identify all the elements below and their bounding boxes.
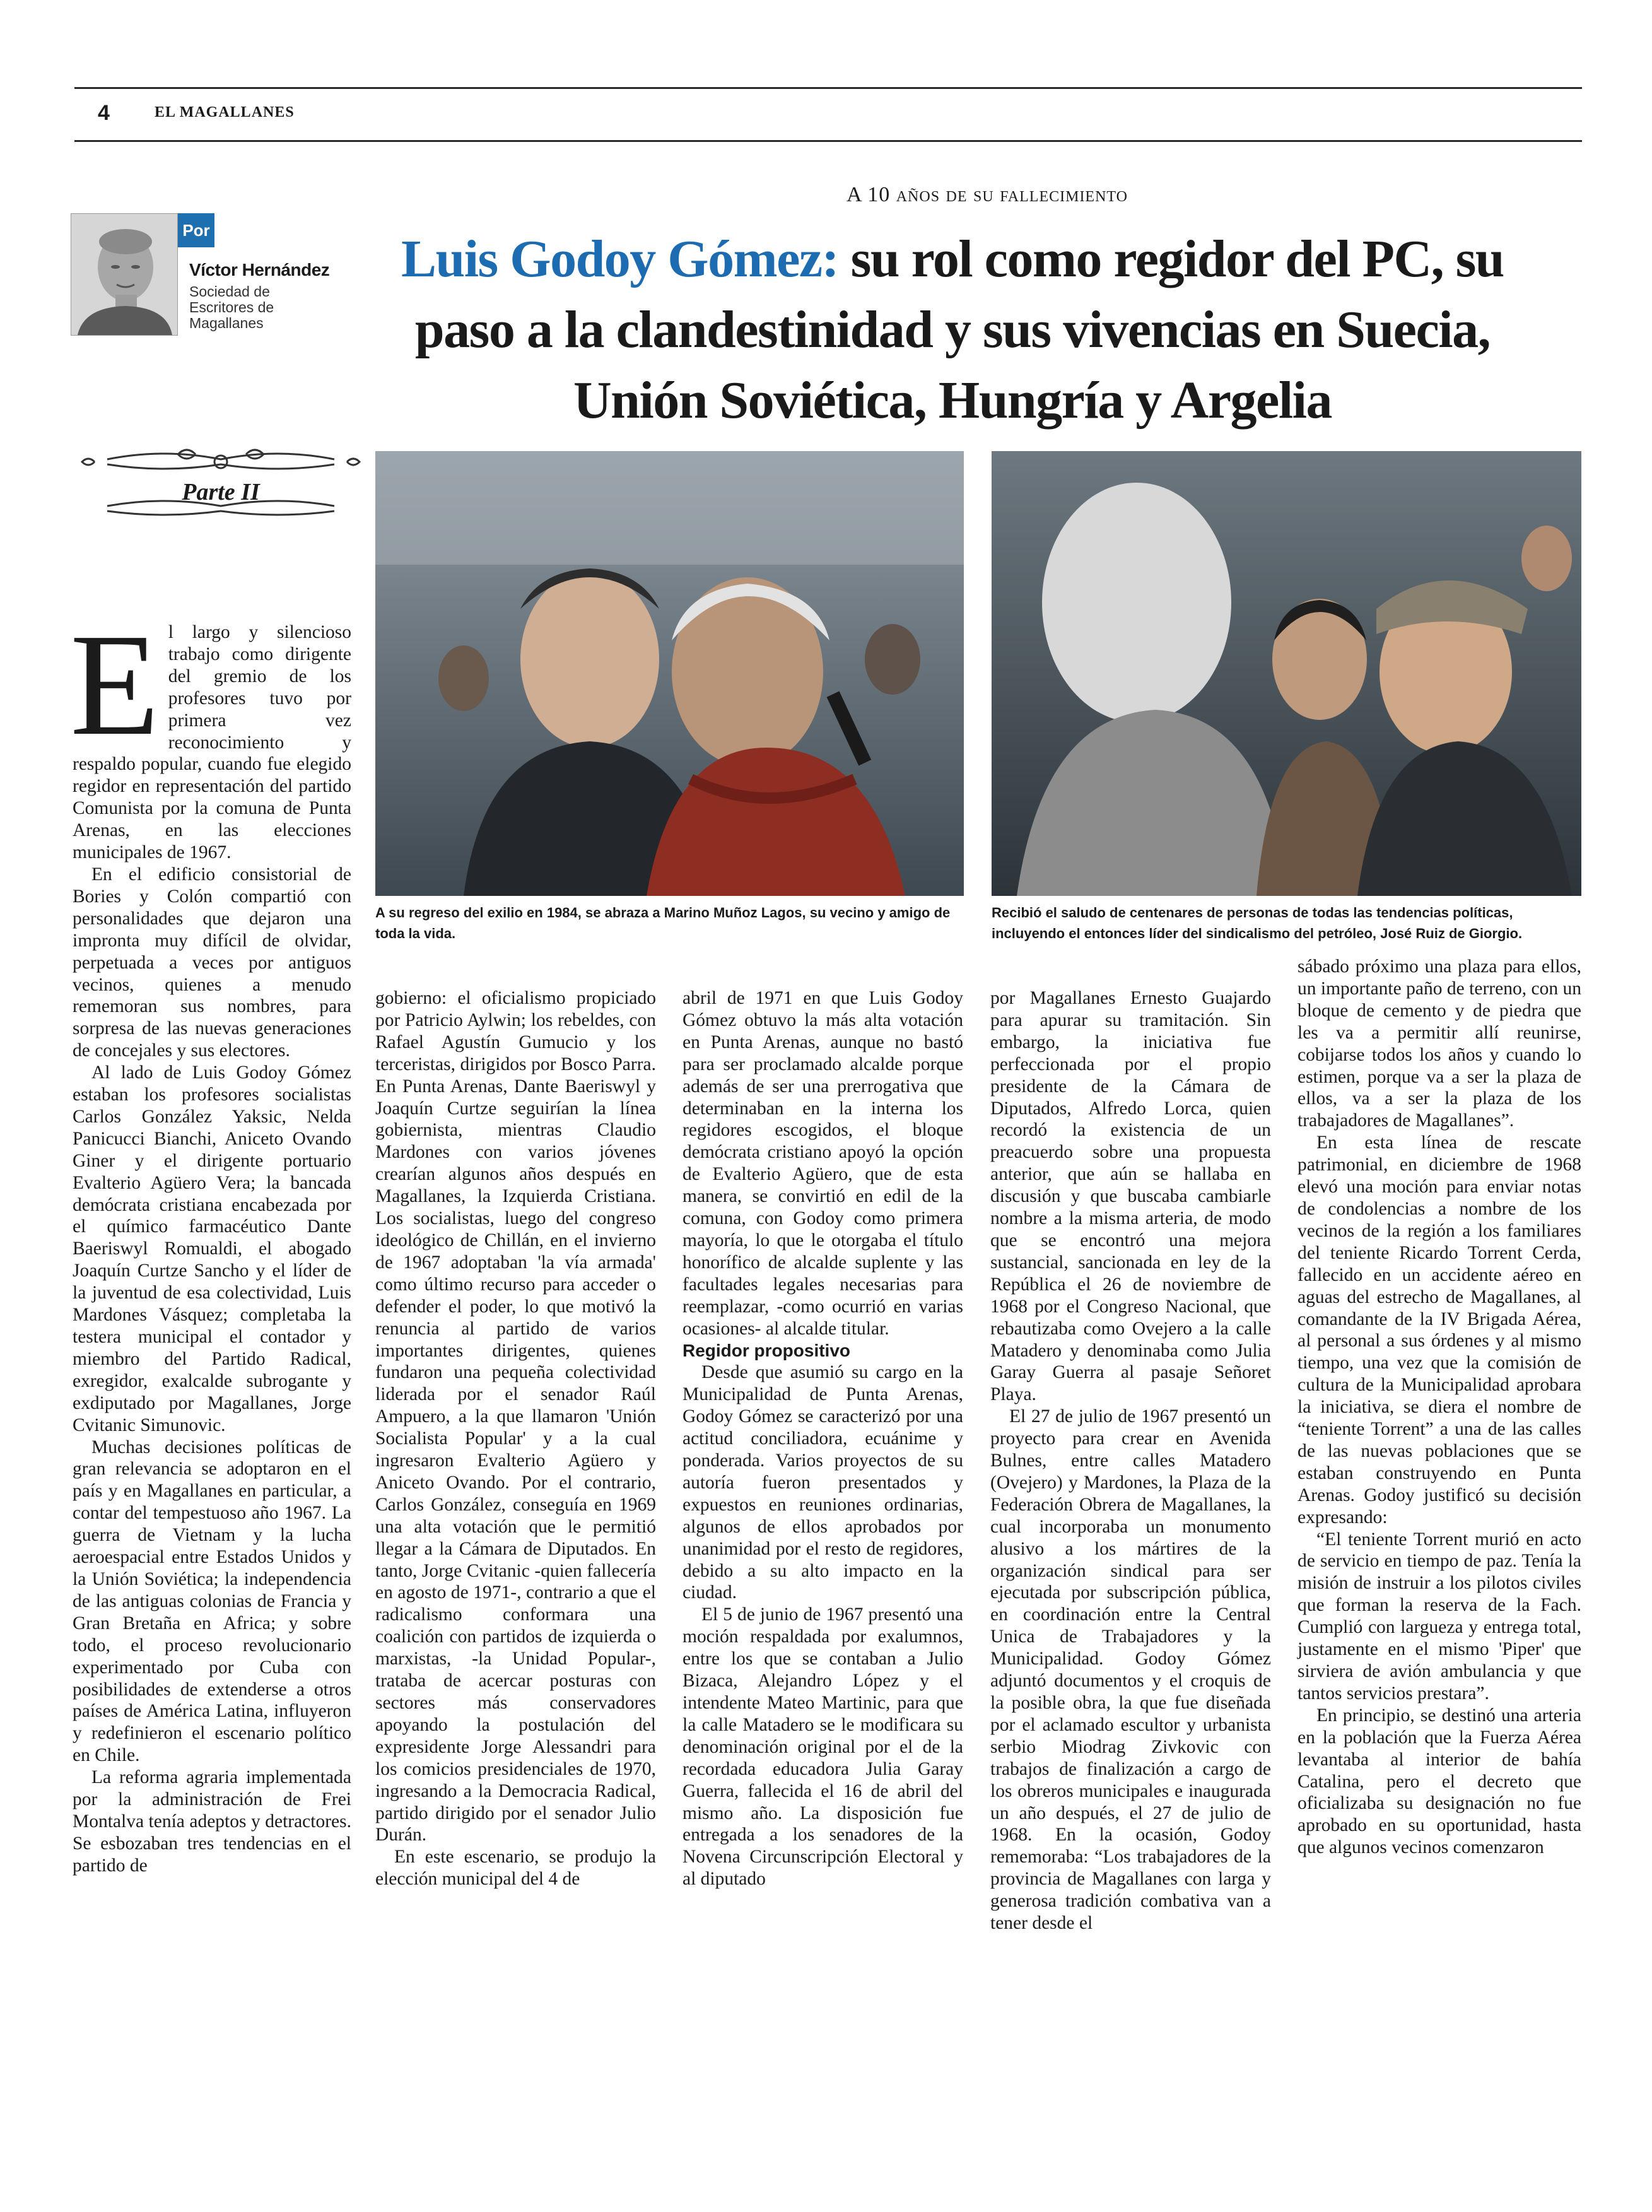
paragraph: por Magallanes Ernesto Guajardo para apurar su tramitación. Sin embargo, la iniciativa fue perfeccionada por el propio presidente de la Cámara de Diputados, Alfredo Lorca, quien recordó la existencia de un preacuerdo sobre una propuesta anterior, que aún se hallaba en discusión y que buscaba cambiarle nombre a la misma arteria, de modo que se encontró una mejora sustancial, sancionada en ley de la República el 26 de noviembre de 1968 por el Congreso Nacional, que rebautizaba como Ovejero a la calle Matadero y denominaba como Julia Garay Guerra al pasaje Señoret Playa. bbox=[990, 988, 1271, 1405]
paragraph: abril de 1971 en que Luis Godoy Gómez obtuvo la más alta votación en Punta Arenas, aunque no bastó para ser proclamado alcalde porque además de ser una prerrogativa que determinaban en la interna los regidores escogidos, el bloque demócrata cristiano apoyó la opción de Evalterio Agüero, que de esta manera, se convirtió en edil de la comuna, con Godoy como primera mayoría, lo que le otorgaba el título honorífico de alcalde suplente y las facultades legales necesarias para reemplazar, -como ocurrió en varias ocasiones- al alcalde titular. bbox=[682, 988, 963, 1339]
paragraph: En principio, se destinó una arteria en la población que la Fuerza Aérea levantaba al interior de bahía Catalina, pero el decreto que oficializaba su designación no fue aprobado en su oportunidad, hasta que algunos vecinos comenzaron bbox=[1298, 1705, 1581, 1858]
paragraph: Muchas decisiones políticas de gran relevancia se adoptaron en el país y en Magallanes en particular, a contar del tempestuoso año 1967. La guerra de Vietnam y la lucha aeroespacial entre Estados Unidos y la Unión Soviética; la independencia de las antiguas colonias de Francia y Gran Bretaña en Africa; y sobre todo, el proceso revolucionario experimentado por Cuba con posibilidades de extenderse a otros países de América Latina, influyeron y redefinieron el escenario político en Chile. bbox=[73, 1437, 351, 1766]
paragraph bbox=[70, 604, 351, 864]
page-number: 4 bbox=[98, 101, 110, 125]
author-photo bbox=[71, 213, 178, 336]
paragraph: La reforma agraria implementada por la administración de Frei Montalva tenía adeptos y detractores. Se esbozaban tres tendencias en el partido de bbox=[73, 1767, 351, 1876]
paragraph: gobierno: el oficialismo propiciado por Patricio Aylwin; los rebeldes, con Rafael Agustín Gumucio y los terceristas, dirigidos por Bosco Parra. En Punta Arenas, Dante Baeriswyl y Joaquín Curtze seguirían la línea gobiernista, mientras Claudio Mardones con varios jóvenes crearían algunos años después en Magallanes, la Izquierda Cristiana. Los socialistas, luego del congreso ideológico de Chillán, en el invierno de 1967 adoptaban 'la vía armada' como último recurso para acceder o defender el poder, lo que motivó la renuncia al partido de varios importantes dirigentes, quienes fundaron una pequeña colectividad liderada por el senador Raúl Ampuero, a la que llamaron 'Unión Socialista Popular' y a la cual ingresaron Evalterio Agüero y Aniceto Ovando. Por el contrario, Carlos González, conseguía en 1969 una alta votación que le permitió llegar a la Cámara de Diputados. En tanto, Jorge Cvitanic -quien fallecería en agosto de 1971-, contrario a que el radicalismo conformara una coalición con partidos de izquierda o marxistas, -la Unidad Popular-, trataba de acercar posturas con sectores más conservadores apoyando la postulación del expresidente Jorge Alessandri para los comicios presidenciales de 1970, ingresando a la Democracia Radical, partido dirigido por el senador Julio Durán. bbox=[375, 988, 656, 1845]
byline-badge: Por bbox=[178, 213, 214, 247]
paragraph: En el edificio consistorial de Bories y Colón compartió con personalidades que dejaron una impronta muy difícil de olvidar, perpetuada a veces por antiguos vecinos, quienes a menudo rememoran sus nombres, para sorpresa de las nuevas generaciones de concejales y sus electores. bbox=[73, 864, 351, 1061]
article-kicker bbox=[785, 183, 1189, 207]
kicker-text: años de su fallecimiento bbox=[896, 183, 1128, 206]
photo-embrace-image bbox=[375, 451, 964, 896]
photo-embrace-caption: A su regreso del exilio en 1984, se abraza a Marino Muñoz Lagos, su vecino y amigo de toda la vida. bbox=[375, 905, 951, 941]
photo-greeting-image bbox=[992, 451, 1581, 896]
article-column-2 bbox=[375, 987, 656, 1890]
paragraph-text: l largo y silencioso trabajo como dirigente del gremio de los profesores tuvo por primera vez reconocimiento y respaldo popular, cuando fue elegido regidor en representación del partido Comunista por la comuna de Punta Arenas, en las elecciones municipales de 1967. bbox=[73, 622, 351, 863]
photo-greeting-caption: Recibió el saludo de centenares de personas de todas las tendencias políticas, incluyendo el entonces líder del sindicalismo del petróleo, José Ruiz de Giorgio. bbox=[992, 905, 1523, 941]
article-column-4 bbox=[990, 987, 1271, 1934]
paragraph: “El teniente Torrent murió en acto de servicio en tiempo de paz. Tenía la misión de instruir a los pilotos civiles que forman la reserva de la Fach. Cumplió con largueza y entrega total, justamente en el mismo 'Piper' que sirviera de avión ambulancia y que tantos servicios prestara”. bbox=[1298, 1529, 1581, 1703]
paragraph: En este escenario, se produjo la elección municipal del 4 de bbox=[375, 1847, 656, 1890]
paragraph: El 5 de junio de 1967 presentó una moción respaldada por exalumnos, entre los que se contaban a Julio Bizaca, Alejandro López y el intendente Mateo Martinic, para que la calle Matadero se le modificara su denominación original por el de la recordada educadora Julia Garay Guerra, fallecida el 16 de abril del mismo año. La disposición fue entregada a los senadores de la Novena Circunscripción Electoral y al diputado bbox=[682, 1604, 963, 1890]
author-name: Víctor Hernández bbox=[189, 260, 330, 279]
article-column-1 bbox=[70, 604, 351, 1877]
kicker-number: A 10 bbox=[847, 183, 896, 206]
headline-text: su rol como regidor del PC, su paso a la clandestinidad y sus vivencias en Suecia, Unión Soviética, Hungría y Argelia bbox=[414, 230, 1504, 430]
headline-name: Luis Godoy Gómez: bbox=[401, 230, 839, 288]
dropcap: E bbox=[70, 604, 160, 766]
paragraph: En esta línea de rescate patrimonial, en diciembre de 1968 elevó una moción para enviar notas de condolencias a nombre de los vecinos de la región a los familiares del teniente Ricardo Torrent Cerda, fallecido en un accidente aéreo en aguas del estrecho de Magallanes, al comandante de la IV Brigada Aérea, al personal a sus órdenes y al mismo tiempo, una vez que la comisión de cultura de la Municipalidad aprobara la iniciativa, se diera el nombre de “teniente Torrent” a una de las calles de las nuevas poblaciones que se estaban construyendo en Punta Arenas. Godoy justificó su decisión expresando: bbox=[1298, 1132, 1581, 1527]
newspaper-name: EL MAGALLANES bbox=[155, 104, 295, 121]
author-affiliation: Sociedad de Escritores de Magallanes bbox=[189, 283, 274, 331]
paragraph: Desde que asumió su cargo en la Municipalidad de Punta Arenas, Godoy Gómez se caracterizó por una actitud conciliadora, ecuánime y ponderada. Varios proyectos de su autoría fueron presentados y expuestos en reuniones ordinarias, algunos de ellos aprobados por unanimidad por el resto de regidores, debido a su alto impacto en la ciudad. bbox=[682, 1362, 963, 1603]
header-top-rule bbox=[74, 87, 1582, 89]
part-label: Parte II bbox=[182, 479, 260, 505]
section-subhead: Regidor propositivo bbox=[682, 1340, 850, 1360]
article-column-3 bbox=[682, 987, 963, 1890]
author-portrait-image bbox=[71, 214, 177, 335]
photo-greeting bbox=[992, 451, 1581, 896]
article-column-5 bbox=[1298, 956, 1581, 1859]
header-bottom-rule bbox=[74, 140, 1582, 142]
paragraph: sábado próximo una plaza para ellos, un importante paño de terreno, con un bloque de cemento y de piedra que les va a permitir allí reunirse, cobijarse todos los años y cuando lo estimen, porque va a ser la plaza de ellos, va a ser la plaza de los trabajadores de Magallanes”. bbox=[1298, 956, 1581, 1131]
article-headline bbox=[353, 224, 1552, 436]
paragraph: Al lado de Luis Godoy Gómez estaban los profesores socialistas Carlos González Yaksic, Nelda Panicucci Bianchi, Aniceto Ovando Giner y el dirigente portuario Evalterio Agüero Vera; la bancada demócrata cristiana encabezada por el químico farmacéutico Dante Baeriswyl Romualdi, el abogado Joaquín Curtze Sancho y el líder de la juventud de esa colectividad, Luis Mardones Vásquez; completaba la testera municipal el contador y miembro del Partido Radical, exregidor, exalcalde subrogante y exdiputado por Magallanes, Jorge Cvitanic Simunovic. bbox=[73, 1062, 351, 1435]
paragraph: El 27 de julio de 1967 presentó un proyecto para crear en Avenida Bulnes, entre calles Matadero (Ovejero) y Mardones, la Plaza de la Federación Obrera de Magallanes, la cual incorporaba un monumento alusivo a los mártires de la organización sindical para ser ejecutada por subscripción pública, en coordinación entre la Central Unica de Trabajadores y la Municipalidad. Godoy Gómez adjuntó documentos y el croquis de la posible obra, la que fue diseñada por el aclamado escultor y urbanista serbio Miodrag Zivkovic con trabajos de finalización a cargo de los obreros municipales e inaugurada un año después, el 27 de julio de 1968. En la ocasión, Godoy rememoraba: “Los trabajadores de la provincia de Magallanes con larga y generosa tradición combativa van a tener desde el bbox=[990, 1406, 1271, 1934]
photo-embrace bbox=[375, 451, 964, 896]
